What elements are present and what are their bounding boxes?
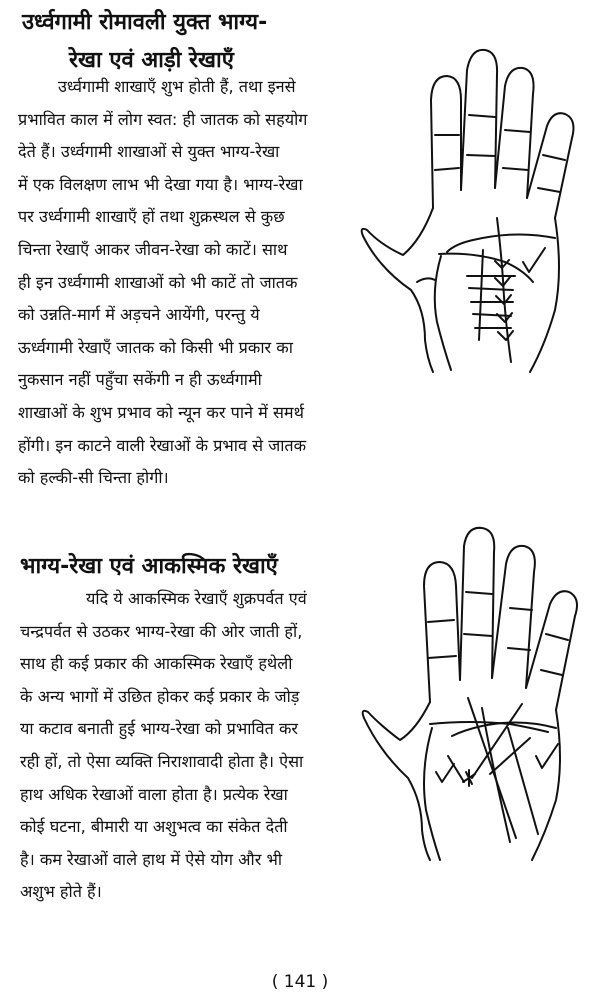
palm-illustration-upward-branches [355, 40, 600, 380]
section1-line: को उन्नति-मार्ग में अड़चने आयेंगी, परन्तु ये [18, 305, 260, 325]
palm-illustration-accidental-lines [360, 520, 600, 865]
hand-outline [362, 50, 574, 372]
section2-title: भाग्य-रेखा एवं आकस्मिक रेखाएँ [20, 554, 278, 579]
palm-lines [435, 218, 555, 370]
section2-paragraph [20, 583, 307, 909]
section1-title-line2: रेखा एवं आड़ी रेखाएँ [69, 48, 234, 73]
section1-line: नुकसान नहीं पहुँचा सकेंगी न ही ऊर्ध्वगामी [18, 370, 262, 390]
section2-line: या कटाव बनाती हुई भाग्य-रेखा को प्रभावित कर [20, 719, 299, 739]
section1-line: पर उर्ध्वगामी शाखाएँ हों तथा शुक्रस्थल से कुछ [18, 207, 285, 227]
section1-line: को हल्की-सी चिन्ता होगी। [18, 468, 169, 488]
section2-line: चन्द्रपर्वत से उठकर भाग्य-रेखा की ओर जाती हों, [20, 621, 303, 641]
section1-line: देते हैं। उर्ध्वगामी शाखाओं से युक्त भाग्य-रेखा [18, 142, 280, 162]
palm-lines [424, 698, 558, 860]
section1-title-line1: उर्ध्वगामी रोमावली युक्त भाग्य- [22, 10, 268, 35]
section2-line: कोई घटना, बीमारी या अशुभत्व का संकेत देती [20, 817, 288, 837]
section1-line: ऊर्ध्वगामी रेखाएँ जातक को किसी भी प्रकार का [18, 337, 293, 357]
section1-line: ही इन उर्ध्वगामी शाखाओं को भी काटें तो जातक [18, 272, 298, 292]
section1-line: चिन्ता रेखाएँ आकर जीवन-रेखा को काटें। साथ [18, 239, 288, 259]
section2-line: के अन्य भागों में उछित होकर कई प्रकार के जोड़ [20, 686, 300, 706]
section1-line: प्रभावित काल में लोग स्वत: ही जातक को सहयोग [18, 109, 308, 129]
section2-line: साथ ही कई प्रकार की आकस्मिक रेखाएँ हथेली [20, 654, 293, 674]
section1-line: शाखाओं के शुभ प्रभाव को न्यून कर पाने में समर्थ [18, 402, 304, 422]
section2-line: अशुभ होते हैं। [20, 882, 102, 902]
section1-paragraph [18, 71, 307, 495]
page-number: ( 141 ) [271, 972, 329, 992]
section2-line: हाथ अधिक रेखाओं वाला होता है। प्रत्येक रेखा [20, 784, 288, 804]
hand-outline [363, 528, 577, 860]
section1-line: होंगी। इन काटने वाली रेखाओं के प्रभाव से जातक [18, 435, 307, 455]
section2-line: है। कम रेखाओं वाले हाथ में ऐसे योग और भी [20, 849, 283, 869]
section1-line: में एक विलक्षण लाभ भी देखा गया है। भाग्य-रेखा [18, 174, 303, 194]
section1-line: उर्ध्वगामी शाखाएँ शुभ होती हैं, तथा इनसे [58, 77, 296, 96]
section2-line: रही हों, तो ऐसा व्यक्ति निराशावादी होता है। ऐसा [20, 751, 304, 771]
section2-line: यदि ये आकस्मिक रेखाएँ शुक्रपर्वत एवं [86, 589, 307, 608]
